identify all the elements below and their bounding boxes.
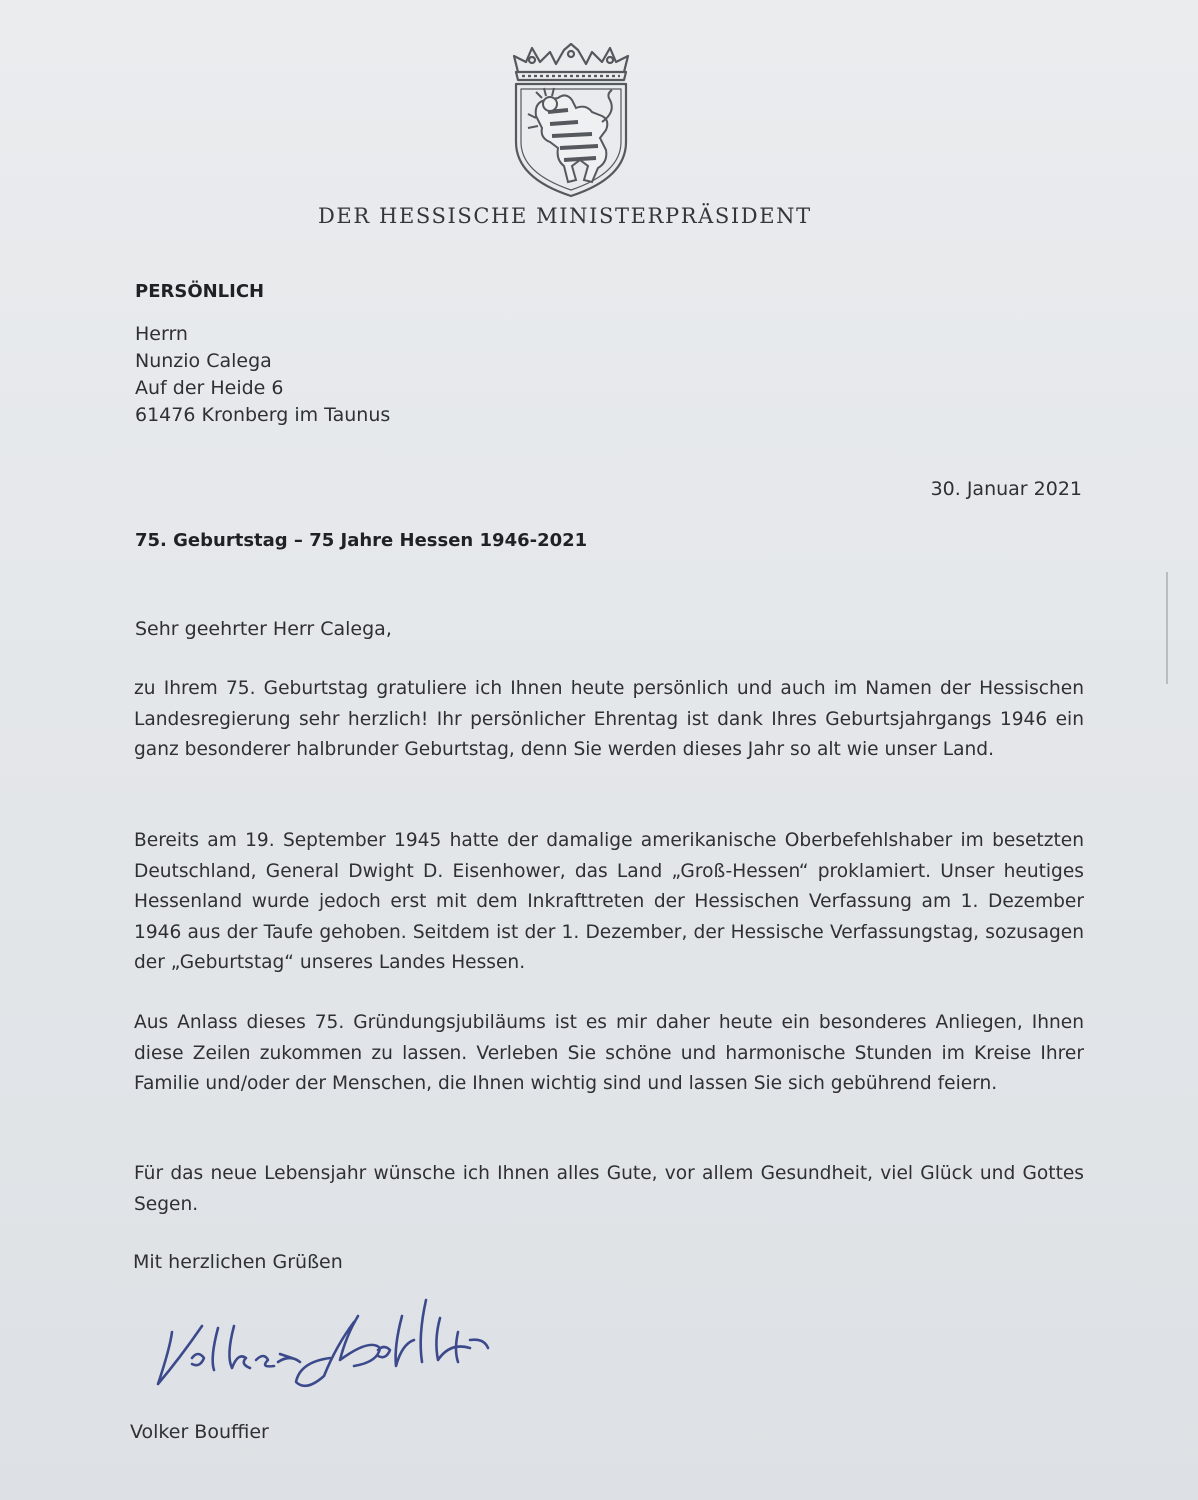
recipient-address: [135, 321, 390, 429]
body-paragraph: Bereits am 19. September 1945 hatte der damalige amerikanische Oberbefehlshaber im besetzten Deutschland, General Dwight D. Eisenhower, das Land „Groß-Hessen“ proklamiert. Unser heutiges Hessenland wurde jedoch erst mit dem Inkrafttreten der Hessischen Verfassung am 1. Dezember 1946 aus der Taufe gehoben. Seitdem ist der 1. Dezember, der Hessische Verfassungstag, sozusagen der „Geburtstag“ unseres Landes Hessen.: [134, 830, 1084, 973]
letter-date: 30. Januar 2021: [930, 478, 1082, 500]
paper-edge-shadow: [1166, 572, 1168, 684]
body-paragraph: Aus Anlass dieses 75. Gründungsjubiläums ist es mir daher heute ein besonderes Anliegen, Ihnen diese Zeilen zukommen zu lassen. Verleben Sie schöne und harmonische Stunden im Kreise Ihrer Familie und/oder der Menschen, die Ihnen wichtig sind und lassen Sie sich gebührend feiern.: [134, 1012, 1084, 1094]
body-paragraph: zu Ihrem 75. Geburtstag gratuliere ich Ihnen heute persönlich und auch im Namen der Hessischen Landesregierung sehr herzlich! Ihr persönlicher Ehrentag ist dank Ihres Geburtsjahrgangs 1946 ein ganz besonderer halbrunder Geburtstag, denn Sie werden dieses Jahr so alt wie unser Land.: [134, 678, 1084, 760]
letter-subject: 75. Geburtstag – 75 Jahre Hessen 1946-2021: [135, 530, 588, 551]
letter-closing: Mit herzlichen Grüßen: [133, 1251, 343, 1273]
personal-marking: PERSÖNLICH: [135, 281, 265, 302]
recipient-city: 61476 Kronberg im Taunus: [135, 404, 391, 426]
hessian-lion-crest-icon: [506, 42, 636, 198]
recipient-street: Auf der Heide 6: [135, 377, 284, 399]
recipient-salutation-line: Herrn: [135, 323, 188, 345]
signatory-name: Volker Bouffier: [130, 1421, 269, 1443]
recipient-name: Nunzio Calega: [135, 350, 272, 372]
body-paragraph: Für das neue Lebensjahr wünsche ich Ihnen alles Gute, vor allem Gesundheit, viel Glück und Gottes Segen.: [134, 1163, 1084, 1215]
handwritten-signature-icon: [140, 1288, 510, 1408]
letter-greeting: Sehr geehrter Herr Calega,: [135, 618, 392, 640]
letterhead-title: DER HESSISCHE MINISTERPRÄSIDENT: [318, 204, 812, 228]
